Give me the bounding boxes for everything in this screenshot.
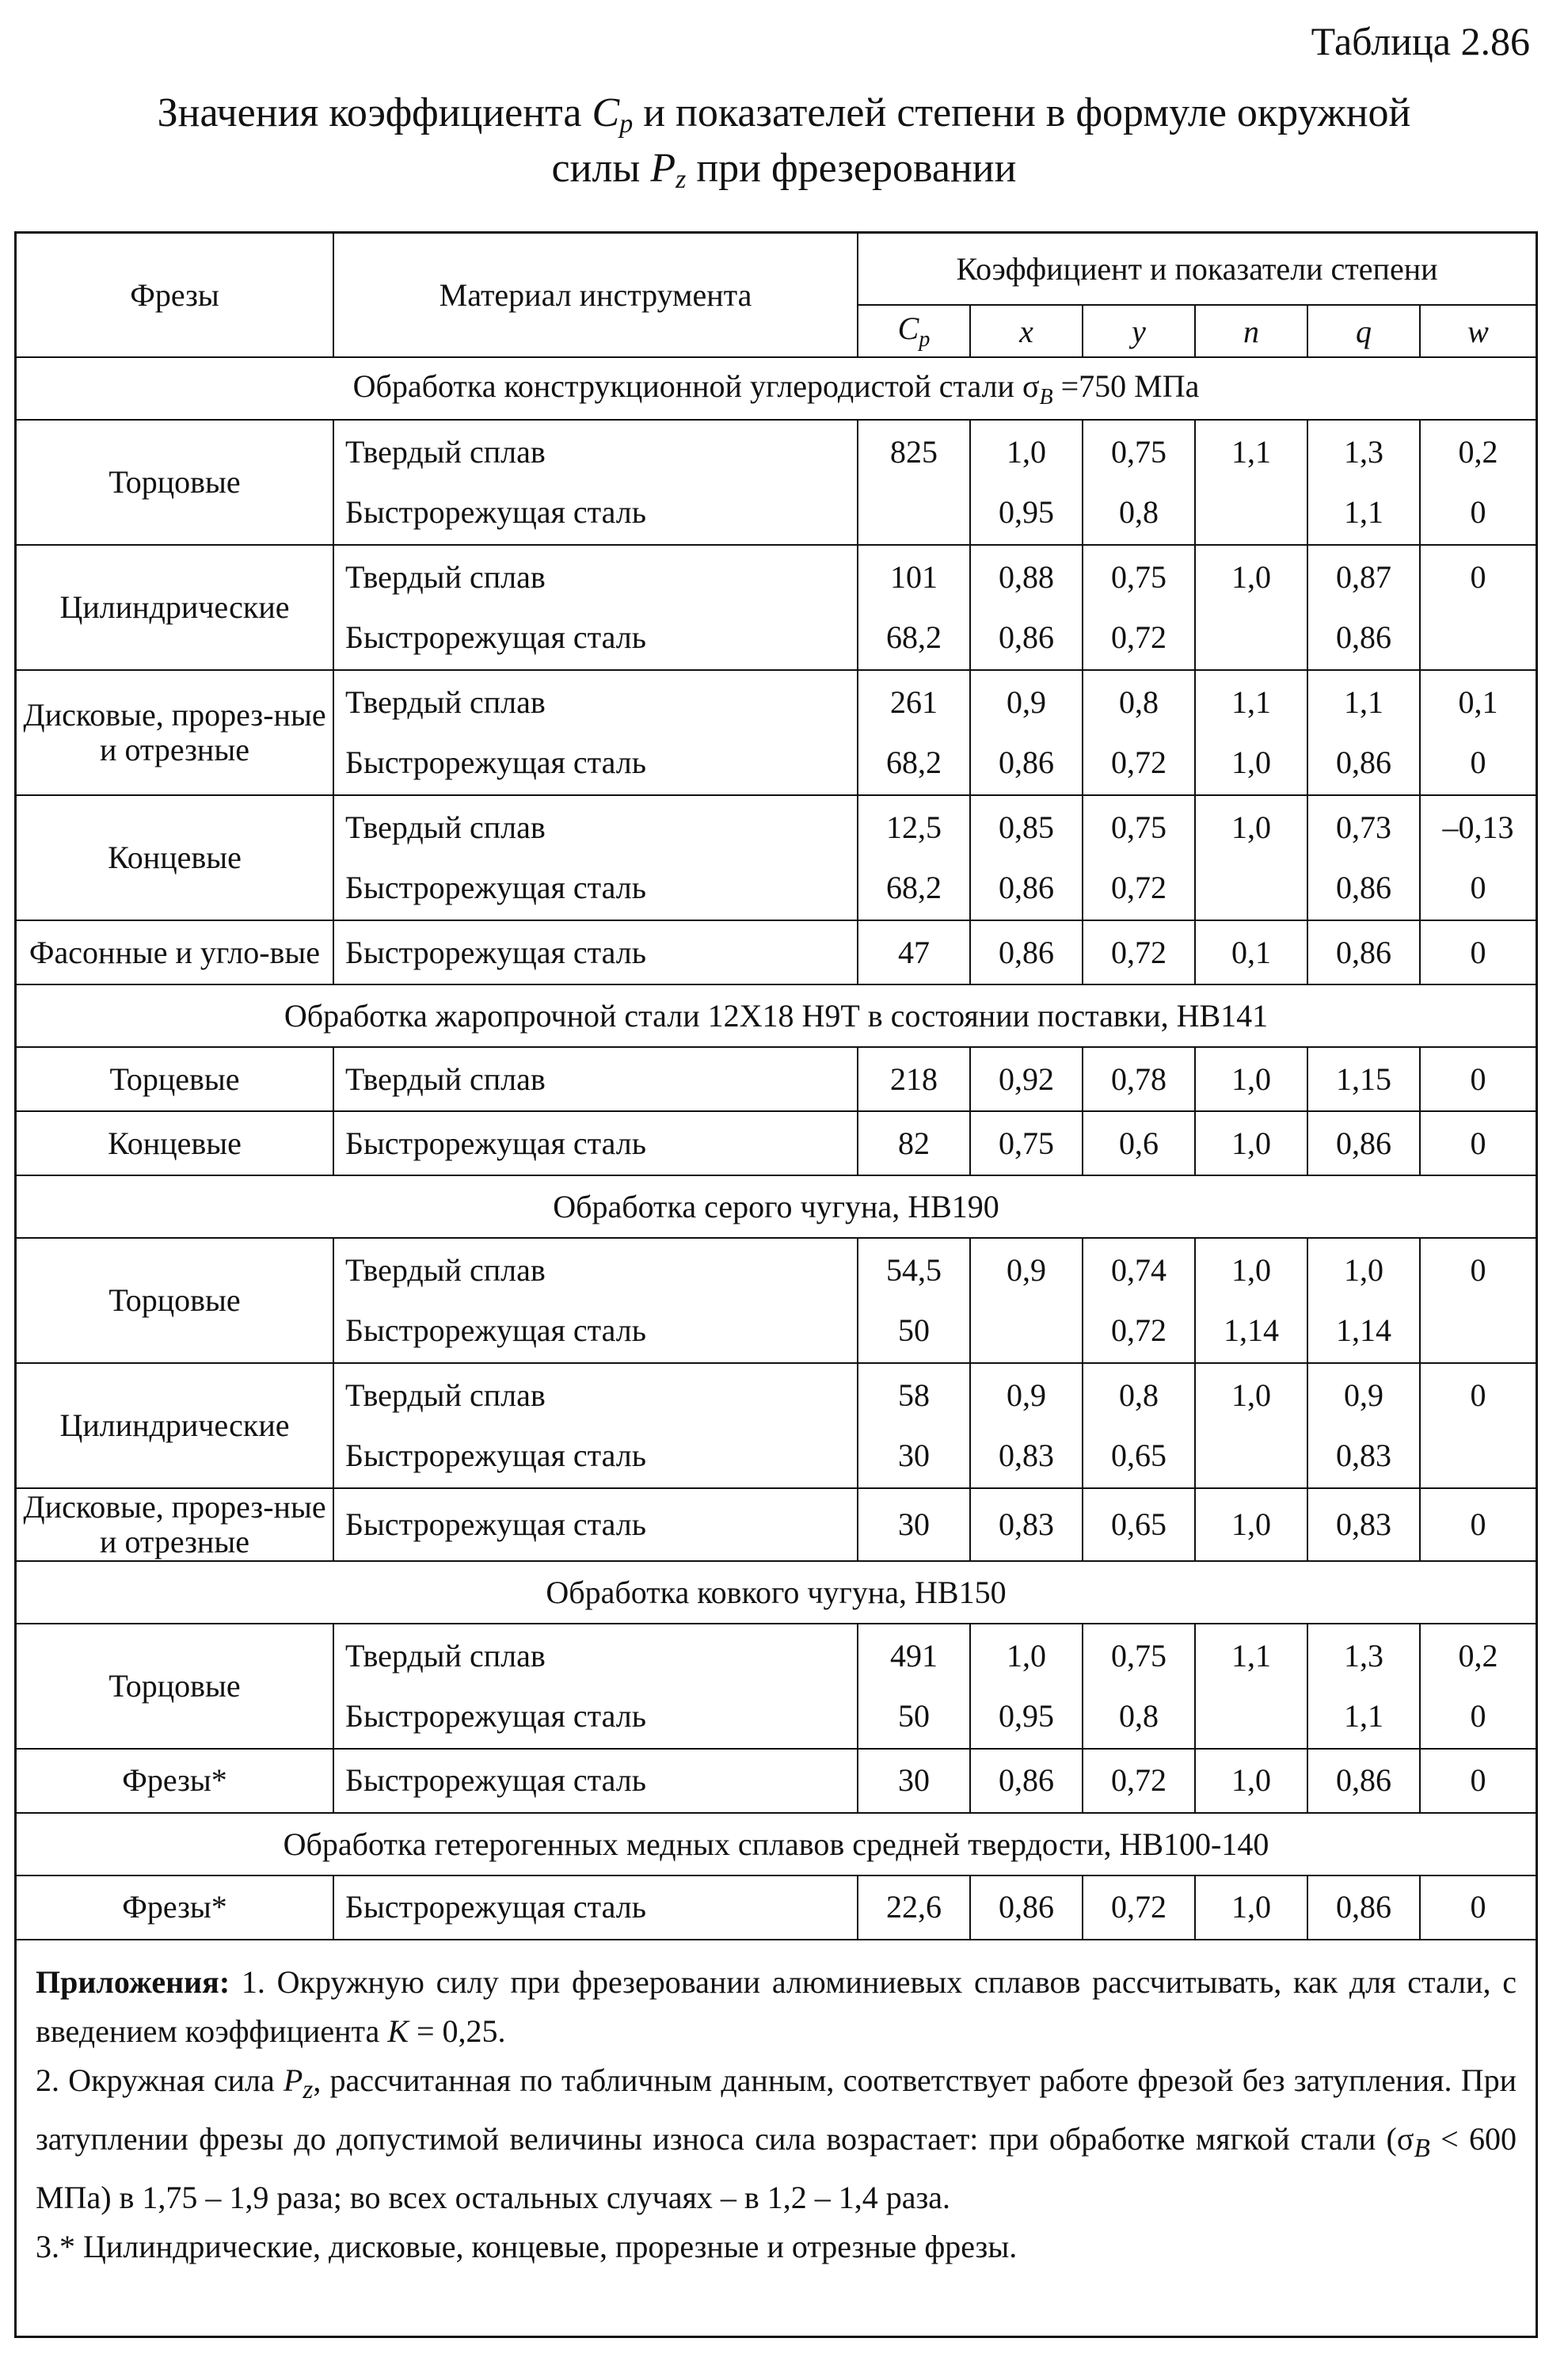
value-x <box>970 1047 1083 1111</box>
header-y: y <box>1083 305 1195 357</box>
value-n-line: 1,1 <box>1231 1637 1271 1674</box>
value-x-line: 0,92 <box>999 1061 1054 1097</box>
tool-material-line: Твердый сплав <box>345 1252 546 1289</box>
value-x-line: 0,9 <box>1007 1377 1046 1414</box>
value-x-line: 0,9 <box>1007 684 1046 721</box>
value-x-line: 0,86 <box>999 744 1054 781</box>
table-row <box>17 1111 1536 1175</box>
header-x: x <box>970 305 1083 357</box>
table-row <box>17 1875 1536 1940</box>
value-cp-line: 58 <box>898 1377 930 1414</box>
tool-material-line: Твердый сплав <box>345 434 546 470</box>
value-y-line: 0,75 <box>1111 434 1166 470</box>
value-n <box>1195 795 1307 920</box>
section-title-text: Обработка жаропрочной стали 12Х18 Н9Т в состоянии поставки, НВ141 <box>284 998 1269 1034</box>
tool-material-line: Твердый сплав <box>345 1637 546 1674</box>
mill-type: Концевые <box>17 1111 333 1175</box>
value-x <box>970 795 1083 920</box>
value-cp <box>858 1111 970 1175</box>
value-y-line: 0,8 <box>1119 1697 1159 1734</box>
value-n-line <box>1196 1686 1307 1746</box>
value-cp-line: 47 <box>898 934 930 970</box>
value-n-line: 1,1 <box>1231 434 1271 470</box>
value-cp-line: 50 <box>898 1312 930 1349</box>
value-cp-line: 54,5 <box>886 1252 942 1289</box>
value-q-line: 0,73 <box>1336 809 1391 846</box>
mill-type: Концевые <box>17 795 333 920</box>
value-cp-line: 218 <box>890 1061 938 1097</box>
value-x-line: 0,86 <box>999 870 1054 906</box>
value-y-line: 0,8 <box>1119 494 1159 531</box>
value-n-line: 1,0 <box>1231 1252 1271 1289</box>
value-cp-line: 82 <box>898 1125 930 1161</box>
value-n-line: 1,0 <box>1231 1061 1271 1097</box>
value-cp-line: 491 <box>890 1637 938 1674</box>
tool-material <box>333 795 858 920</box>
value-y-line: 0,72 <box>1111 619 1166 656</box>
tool-material-line: Быстрорежущая сталь <box>345 1438 646 1474</box>
value-w-line: 0 <box>1470 559 1486 596</box>
value-x <box>970 1238 1083 1363</box>
table-row <box>17 1047 1536 1111</box>
note-1: Приложения: 1. Окружную силу при фрезеровании алюминиевых сплавов рассчитывать, как для стали, с введением коэффициента K = 0,25. <box>36 1964 1517 2049</box>
section-row <box>17 984 1536 1047</box>
tool-material <box>333 1749 858 1813</box>
tool-material-line: Твердый сплав <box>345 1061 546 1097</box>
value-q <box>1307 1238 1420 1363</box>
value-x-line: 0,86 <box>999 619 1054 656</box>
value-q-line: 1,3 <box>1344 434 1383 470</box>
value-y-line: 0,75 <box>1111 559 1166 596</box>
table-row <box>17 670 1536 795</box>
value-cp-line: 68,2 <box>886 870 942 906</box>
value-w-line: 0 <box>1470 934 1486 970</box>
value-x-line: 0,75 <box>999 1125 1054 1161</box>
value-x-line: 0,83 <box>999 1438 1054 1474</box>
table-frame <box>14 231 1538 2338</box>
value-w-line: 0 <box>1470 1697 1486 1734</box>
table-row <box>17 920 1536 984</box>
value-w-line <box>1421 1426 1536 1486</box>
value-cp-line: 12,5 <box>886 809 942 846</box>
mill-type: Фрезы* <box>17 1875 333 1940</box>
value-y-line: 0,6 <box>1119 1125 1159 1161</box>
table-row <box>17 795 1536 920</box>
value-cp <box>858 670 970 795</box>
value-n-line: 1,0 <box>1231 1762 1271 1799</box>
value-x <box>970 545 1083 670</box>
value-y <box>1083 670 1195 795</box>
section-title <box>17 357 1536 420</box>
value-w-line: –0,13 <box>1442 809 1514 846</box>
value-y <box>1083 545 1195 670</box>
header-n: n <box>1195 305 1307 357</box>
value-q-line: 1,0 <box>1344 1252 1383 1289</box>
value-w <box>1420 1488 1536 1560</box>
mill-type: Торцовые <box>17 1238 333 1363</box>
tool-material <box>333 420 858 545</box>
value-y-line: 0,72 <box>1111 1762 1166 1799</box>
value-x-line: 0,95 <box>999 1697 1054 1734</box>
value-w-line: 0,2 <box>1458 1637 1498 1674</box>
value-w <box>1420 795 1536 920</box>
value-q-line: 0,86 <box>1336 870 1391 906</box>
value-q <box>1307 920 1420 984</box>
value-n <box>1195 1238 1307 1363</box>
tool-material-line: Твердый сплав <box>345 1377 546 1414</box>
value-q-line: 1,15 <box>1336 1061 1391 1097</box>
tool-material-line: Быстрорежущая сталь <box>345 744 646 781</box>
value-cp <box>858 1624 970 1749</box>
value-w <box>1420 545 1536 670</box>
value-n-line: 1,0 <box>1231 744 1271 781</box>
value-n-line: 1,0 <box>1231 559 1271 596</box>
value-q <box>1307 1488 1420 1560</box>
value-cp-line: 825 <box>890 434 938 470</box>
tool-material-line: Быстрорежущая сталь <box>345 494 646 531</box>
value-w <box>1420 1047 1536 1111</box>
value-y <box>1083 1624 1195 1749</box>
value-x-line: 1,0 <box>1007 1637 1046 1674</box>
value-cp <box>858 795 970 920</box>
value-x <box>970 670 1083 795</box>
value-q-line: 0,83 <box>1336 1438 1391 1474</box>
tool-material <box>333 1111 858 1175</box>
mill-type: Фрезы* <box>17 1749 333 1813</box>
tool-material-line: Быстрорежущая сталь <box>345 1762 646 1799</box>
coefficient-table <box>17 234 1536 1940</box>
value-w-line: 0 <box>1470 744 1486 781</box>
section-row <box>17 1813 1536 1875</box>
value-q-line: 0,86 <box>1336 619 1391 656</box>
value-cp <box>858 545 970 670</box>
value-y <box>1083 1111 1195 1175</box>
value-x-line: 1,0 <box>1007 434 1046 470</box>
header-q: q <box>1307 305 1420 357</box>
value-q-line: 1,1 <box>1344 494 1383 531</box>
value-w-line: 0 <box>1470 1252 1486 1289</box>
section-title <box>17 984 1536 1047</box>
section-title <box>17 1561 1536 1624</box>
value-y <box>1083 1047 1195 1111</box>
tool-material <box>333 1047 858 1111</box>
value-n <box>1195 1111 1307 1175</box>
notes-label: Приложения: <box>36 1964 230 2000</box>
value-n <box>1195 1363 1307 1488</box>
value-n-line <box>1196 607 1307 668</box>
value-n-line <box>1196 1426 1307 1486</box>
value-y <box>1083 795 1195 920</box>
value-y-line: 0,75 <box>1111 809 1166 846</box>
header-material: Материал инструмента <box>333 234 858 357</box>
value-q <box>1307 1749 1420 1813</box>
header-w: w <box>1420 305 1536 357</box>
value-q-line: 0,86 <box>1336 934 1391 970</box>
value-w <box>1420 1624 1536 1749</box>
value-cp-line: 101 <box>890 559 938 596</box>
value-q <box>1307 1363 1420 1488</box>
tool-material-line: Быстрорежущая сталь <box>345 934 646 970</box>
value-w <box>1420 670 1536 795</box>
value-x <box>970 420 1083 545</box>
header-mills: Фрезы <box>17 234 333 357</box>
table-number: Таблица 2.86 <box>1311 19 1530 63</box>
mill-type: Торцовые <box>17 1624 333 1749</box>
table-row <box>17 1488 1536 1560</box>
mill-type: Фасонные и угло-вые <box>17 920 333 984</box>
section-title-text: Обработка гетерогенных медных сплавов средней твердости, НВ100-140 <box>283 1826 1269 1862</box>
value-w-line: 0 <box>1470 494 1486 531</box>
value-x <box>970 1488 1083 1560</box>
table-row <box>17 1363 1536 1488</box>
value-y <box>1083 920 1195 984</box>
section-title <box>17 1813 1536 1875</box>
value-cp-line: 261 <box>890 684 938 721</box>
value-n-line: 1,0 <box>1231 1125 1271 1161</box>
value-y <box>1083 1238 1195 1363</box>
value-w-line: 0 <box>1470 1377 1486 1414</box>
note-2: 2. Окружная сила $P_z$, рассчитанная по табличным данным, соответствует работе фрезой без затупления. При затуплении фрезы до допустимой величины износа сила возрастает: при обработке мягкой стали ($\sigma_B < 600$ МПа) в 1,75 – 1,9 раза; во всех остальных случаях – в 1,2 – 1,4 раза. <box>36 2062 1517 2215</box>
value-q <box>1307 795 1420 920</box>
tool-material <box>333 1238 858 1363</box>
tool-material-line: Быстрорежущая сталь <box>345 1125 646 1161</box>
value-cp-line: 30 <box>898 1762 930 1799</box>
value-n <box>1195 920 1307 984</box>
tool-material <box>333 1488 858 1560</box>
value-cp-line: 30 <box>898 1438 930 1474</box>
value-q-line: 0,9 <box>1344 1377 1383 1414</box>
value-q-line: 0,86 <box>1336 1762 1391 1799</box>
mill-type: Торцевые <box>17 1047 333 1111</box>
value-w <box>1420 1238 1536 1363</box>
tool-material-line: Твердый сплав <box>345 559 546 596</box>
tool-material-line: Быстрорежущая сталь <box>345 870 646 906</box>
value-cp-line: 22,6 <box>886 1889 942 1925</box>
value-x-line: 0,86 <box>999 1762 1054 1799</box>
value-q <box>1307 420 1420 545</box>
value-x <box>970 1624 1083 1749</box>
value-y-line: 0,65 <box>1111 1506 1166 1543</box>
value-y-line: 0,72 <box>1111 1312 1166 1349</box>
value-y-line: 0,72 <box>1111 744 1166 781</box>
value-x <box>970 1363 1083 1488</box>
value-w <box>1420 920 1536 984</box>
value-w-line <box>1421 1300 1536 1361</box>
table-row <box>17 420 1536 545</box>
mill-type: Цилиндрические <box>17 1363 333 1488</box>
tool-material-line: Быстрорежущая сталь <box>345 619 646 656</box>
value-n <box>1195 1488 1307 1560</box>
value-q <box>1307 1624 1420 1749</box>
value-q <box>1307 1111 1420 1175</box>
value-n <box>1195 670 1307 795</box>
value-n-line: 1,0 <box>1231 1889 1271 1925</box>
value-n-line: 1,0 <box>1231 809 1271 846</box>
value-q-line: 1,14 <box>1336 1312 1391 1349</box>
title-text-2: и показателей степени в формуле окружной <box>633 90 1411 135</box>
table-body <box>17 357 1536 1940</box>
value-w-line: 0,1 <box>1458 684 1498 721</box>
header-coeff-group: Коэффициент и показатели степени <box>858 234 1536 305</box>
value-n-line: 1,1 <box>1231 684 1271 721</box>
value-n <box>1195 420 1307 545</box>
value-q <box>1307 545 1420 670</box>
value-q-line: 1,1 <box>1344 1697 1383 1734</box>
title-text-1: Значения коэффициента <box>157 90 592 135</box>
value-x-line: 0,86 <box>999 934 1054 970</box>
mill-type: Дисковые, прорез-ные и отрезные <box>17 1488 333 1560</box>
title-pz: $P_z$ <box>650 146 687 194</box>
value-y <box>1083 1363 1195 1488</box>
value-w-line: 0 <box>1470 1125 1486 1161</box>
title-text-4: при фрезеровании <box>686 146 1017 191</box>
table-row <box>17 545 1536 670</box>
tool-material-line: Быстрорежущая сталь <box>345 1697 646 1734</box>
value-w-line <box>1421 607 1536 668</box>
value-n <box>1195 1624 1307 1749</box>
tool-material-line: Твердый сплав <box>345 809 546 846</box>
value-cp <box>858 420 970 545</box>
value-w <box>1420 1363 1536 1488</box>
value-cp <box>858 1488 970 1560</box>
value-y <box>1083 1749 1195 1813</box>
value-n <box>1195 1047 1307 1111</box>
value-y-line: 0,8 <box>1119 684 1159 721</box>
value-w-line: 0 <box>1470 1889 1486 1925</box>
value-y-line: 0,65 <box>1111 1438 1166 1474</box>
value-q <box>1307 1875 1420 1940</box>
value-cp <box>858 1047 970 1111</box>
value-cp <box>858 1363 970 1488</box>
table-row <box>17 1749 1536 1813</box>
section-title-text: Обработка ковкого чугуна, НВ150 <box>546 1574 1007 1610</box>
value-x-line <box>971 1300 1082 1361</box>
value-cp <box>858 1749 970 1813</box>
value-x <box>970 1875 1083 1940</box>
section-title-text: Обработка конструкционной углеродистой стали σ <box>352 367 1040 404</box>
value-y-line: 0,72 <box>1111 934 1166 970</box>
value-x-line: 0,83 <box>999 1506 1054 1543</box>
value-w-line: 0 <box>1470 870 1486 906</box>
value-q-line: 0,83 <box>1336 1506 1391 1543</box>
section-row <box>17 357 1536 420</box>
value-x <box>970 920 1083 984</box>
note-3: 3.* Цилиндрические, дисковые, концевые, прорезные и отрезные фрезы. <box>36 2229 1018 2264</box>
value-n-line <box>1196 858 1307 918</box>
value-w-line: 0,2 <box>1458 434 1498 470</box>
value-y <box>1083 1488 1195 1560</box>
value-q <box>1307 1047 1420 1111</box>
title-text-3: силы <box>551 146 651 191</box>
value-cp-line <box>858 482 969 543</box>
value-q-line: 1,3 <box>1344 1637 1383 1674</box>
value-cp-line: 68,2 <box>886 744 942 781</box>
tool-material <box>333 670 858 795</box>
value-x-line: 0,95 <box>999 494 1054 531</box>
mill-type: Дисковые, прорез-ные и отрезные <box>17 670 333 795</box>
table-row <box>17 1624 1536 1749</box>
value-y-line: 0,8 <box>1119 1377 1159 1414</box>
value-y-line: 0,74 <box>1111 1252 1166 1289</box>
notes <box>17 1940 1536 2272</box>
value-cp-line: 30 <box>898 1506 930 1543</box>
tool-material-line: Твердый сплав <box>345 684 546 721</box>
value-w <box>1420 1111 1536 1175</box>
value-x-line: 0,86 <box>999 1889 1054 1925</box>
value-n-line: 1,14 <box>1224 1312 1279 1349</box>
value-y-line: 0,75 <box>1111 1637 1166 1674</box>
header-cp: $C_p$ <box>858 305 970 357</box>
tool-material-line: Быстрорежущая сталь <box>345 1312 646 1349</box>
table-row <box>17 1238 1536 1363</box>
value-n <box>1195 545 1307 670</box>
value-n-line: 0,1 <box>1231 934 1271 970</box>
tool-material <box>333 545 858 670</box>
value-x-line: 0,88 <box>999 559 1054 596</box>
section-row <box>17 1561 1536 1624</box>
tool-material-line: Быстрорежущая сталь <box>345 1889 646 1925</box>
value-cp-line: 50 <box>898 1697 930 1734</box>
value-cp <box>858 1238 970 1363</box>
value-n <box>1195 1875 1307 1940</box>
value-q-line: 0,86 <box>1336 1889 1391 1925</box>
value-x-line: 0,9 <box>1007 1252 1046 1289</box>
value-y-line: 0,72 <box>1111 870 1166 906</box>
value-x-line: 0,85 <box>999 809 1054 846</box>
value-q-line: 1,1 <box>1344 684 1383 721</box>
value-w <box>1420 420 1536 545</box>
value-y-line: 0,78 <box>1111 1061 1166 1097</box>
tool-material <box>333 1624 858 1749</box>
value-n-line <box>1196 482 1307 543</box>
value-w-line: 0 <box>1470 1762 1486 1799</box>
section-title-sub: B <box>1039 384 1053 409</box>
tool-material <box>333 1363 858 1488</box>
tool-material <box>333 1875 858 1940</box>
section-title-end: =750 МПа <box>1052 367 1200 404</box>
table-title <box>24 86 1544 196</box>
value-n-line: 1,0 <box>1231 1377 1271 1414</box>
value-w-line: 0 <box>1470 1506 1486 1543</box>
value-cp <box>858 1875 970 1940</box>
value-w <box>1420 1749 1536 1813</box>
title-cp: $C_p$ <box>592 90 634 139</box>
value-x <box>970 1111 1083 1175</box>
value-y <box>1083 1875 1195 1940</box>
value-cp-line: 68,2 <box>886 619 942 656</box>
value-n-line: 1,0 <box>1231 1506 1271 1543</box>
section-row <box>17 1175 1536 1238</box>
value-y-line: 0,72 <box>1111 1889 1166 1925</box>
value-cp <box>858 920 970 984</box>
tool-material <box>333 920 858 984</box>
value-w <box>1420 1875 1536 1940</box>
value-y <box>1083 420 1195 545</box>
tool-material-line: Быстрорежущая сталь <box>345 1506 646 1543</box>
mill-type: Цилиндрические <box>17 545 333 670</box>
value-w-line: 0 <box>1470 1061 1486 1097</box>
value-x <box>970 1749 1083 1813</box>
mill-type: Торцовые <box>17 420 333 545</box>
value-q-line: 0,86 <box>1336 1125 1391 1161</box>
value-q <box>1307 670 1420 795</box>
value-q-line: 0,87 <box>1336 559 1391 596</box>
value-q-line: 0,86 <box>1336 744 1391 781</box>
section-title <box>17 1175 1536 1238</box>
value-n <box>1195 1749 1307 1813</box>
section-title-text: Обработка серого чугуна, НВ190 <box>553 1189 999 1225</box>
